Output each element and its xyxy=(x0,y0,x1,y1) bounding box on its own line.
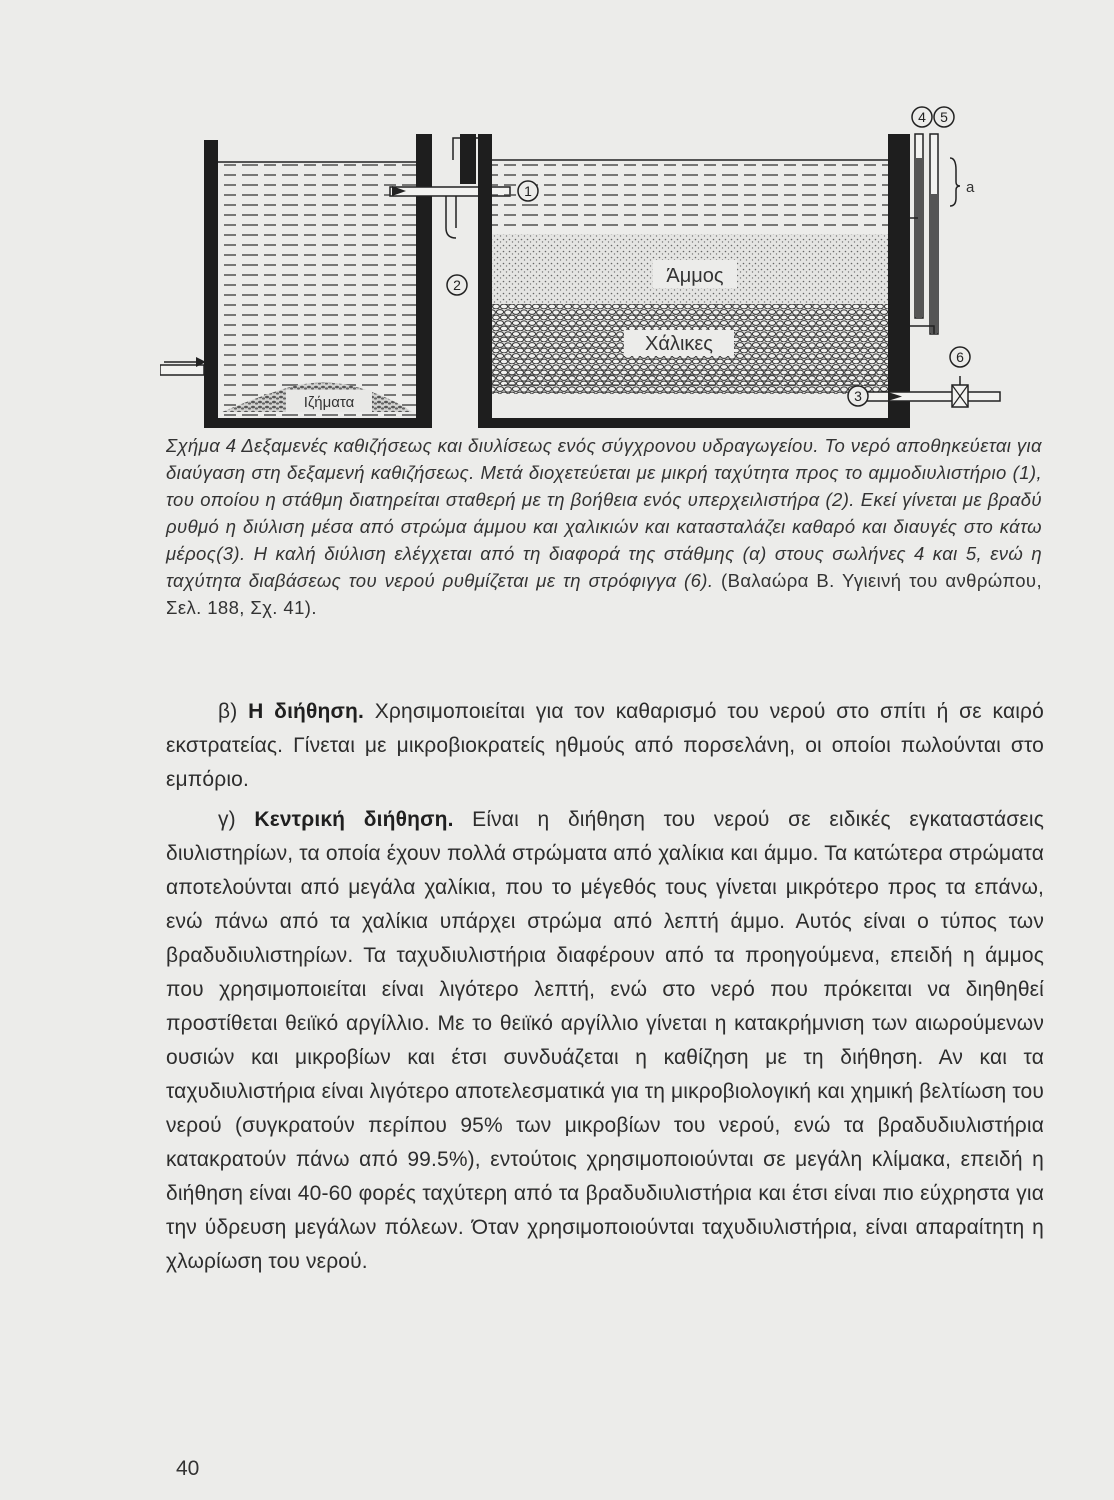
callout-1 xyxy=(518,181,538,201)
caption-reference: (Βαλαώρα Β. Υγιεινή του ανθρώπου, Σελ. 188, Σχ. 41). xyxy=(166,570,1042,618)
settling-tank xyxy=(160,134,432,428)
figure-caption xyxy=(166,432,1042,621)
section-heading: Η διήθηση. xyxy=(248,700,364,723)
svg-text:5: 5 xyxy=(940,109,948,125)
callout-4 xyxy=(912,107,932,127)
callout-3 xyxy=(848,386,868,406)
callout-5 xyxy=(934,107,954,127)
svg-text:4: 4 xyxy=(918,109,926,125)
paragraph-text: Χρησιμοποιείται για τον καθαρισμό του νερού στο σπίτι ή σε καιρό εκστρατείας. Γίνεται με μικροβιοκρατείς ηθμούς από πορσελάνη, οι οποίοι πωλούνται στο εμπόριο. xyxy=(166,700,1044,791)
label-a: a xyxy=(966,179,975,196)
paragraph-text: Είναι η διήθηση του νερού σε ειδικές εγκαταστάσεις διυλιστηρίων, τα οποία έχουν πολλά στρώματα από χαλίκια και άμμο. Τα κατώτερα στρώματα αποτελούνται από μεγάλα χαλίκια, που το μέγεθός τους γίνεται μικρότερο προς τα επάνω, ενώ πάνω από τα χαλίκια υπάρχει στρώμα από λεπτή άμμο. Αυτός είναι ο τύπος των βραδυδιυλιστηρίων. Τα ταχυδιυλιστήρια διαφέρουν από τα προηγούμενα, επειδή η άμμος που χρησιμοποιείται είναι λιγότερο λεπτή, ενώ στο νερό που πρόκειται να διηθηθεί προστίθεται θειϊκό αργίλλιο. Με το θειϊκό αργίλλιο γίνεται η κατακρήμνιση των αιωρούμενων ουσιών και μικροβίων και έτσι συνδυάζεται η καθίζηση με τη διήθηση. Αν και τα ταχυδιυλιστήρια είναι λιγότερο αποτελεσματικά για τη μικροβιολογική και χημική βελτίωση του νερού (συγκρατούν περίπου 95% των μικροβίων του νερού, ενώ τα βραδυδιυλιστήρια κατακρατούν πάνω από 99.5%), εντούτοις χρησιμοποιούνται σε μεγάλη κλίμακα, επειδή η διήθηση είναι 40-60 φορές ταχύτερη από τα βραδυδιυλιστήρια και έτσι είναι πιο εύχρηστα για την ύδρευση μεγάλων πόλεων. Όταν χρησιμοποιούνται ταχυδιυλιστήρια, είναι απαραίτητη η χλωρίωση του νερού. xyxy=(166,808,1044,1273)
gauge-tubes xyxy=(910,134,975,334)
section-prefix: β) xyxy=(218,700,238,723)
sand-label: Άμμος xyxy=(666,265,724,287)
gravel-label: Χάλικες xyxy=(645,333,713,355)
body-text xyxy=(166,695,1044,1285)
section-heading: Κεντρική διήθηση. xyxy=(254,808,454,831)
paragraph-filtration xyxy=(166,695,1044,797)
page-number: 40 xyxy=(176,1457,200,1480)
filtration-diagram xyxy=(160,100,1040,435)
section-prefix: γ) xyxy=(218,808,236,831)
svg-text:1: 1 xyxy=(524,183,532,199)
svg-text:2: 2 xyxy=(453,277,461,293)
svg-text:3: 3 xyxy=(854,388,862,404)
svg-text:6: 6 xyxy=(956,349,964,365)
callout-2 xyxy=(447,275,467,295)
sediment-label: Ιζήματα xyxy=(303,394,355,411)
paragraph-central-filtration xyxy=(166,803,1044,1279)
callout-6 xyxy=(950,347,970,367)
filter-tank xyxy=(478,134,910,428)
caption-text: Σχήμα 4 Δεξαμενές καθιζήσεως και διυλίσεως ενός σύγχρονου υδραγωγείου. Το νερό αποθηκεύεται για διαύγαση στη δεξαμενή καθιζήσεως. Μετά διοχετεύεται με μικρή ταχύτητα προς το αμμοδιυλιστήριο (1), του οποίου η στάθμη διατηρείται σταθερή με τη βοήθεια ενός υπερχειλιστήρα (2). Εκεί γίνεται με βραδύ ρυθμό η διύλιση μέσα από στρώμα άμμου και χαλικιών και κατασταλάζει καθαρό και διαυγές στο κάτω μέρος(3). Η καλή διύλιση ελέγχεται από τη διαφορά της στάθμης (α) στους σωλήνες 4 και 5, ενώ η ταχύτητα διαβάσεως του νερού ρυθμίζεται με τη στρόφιγγα (6). xyxy=(166,435,1042,591)
